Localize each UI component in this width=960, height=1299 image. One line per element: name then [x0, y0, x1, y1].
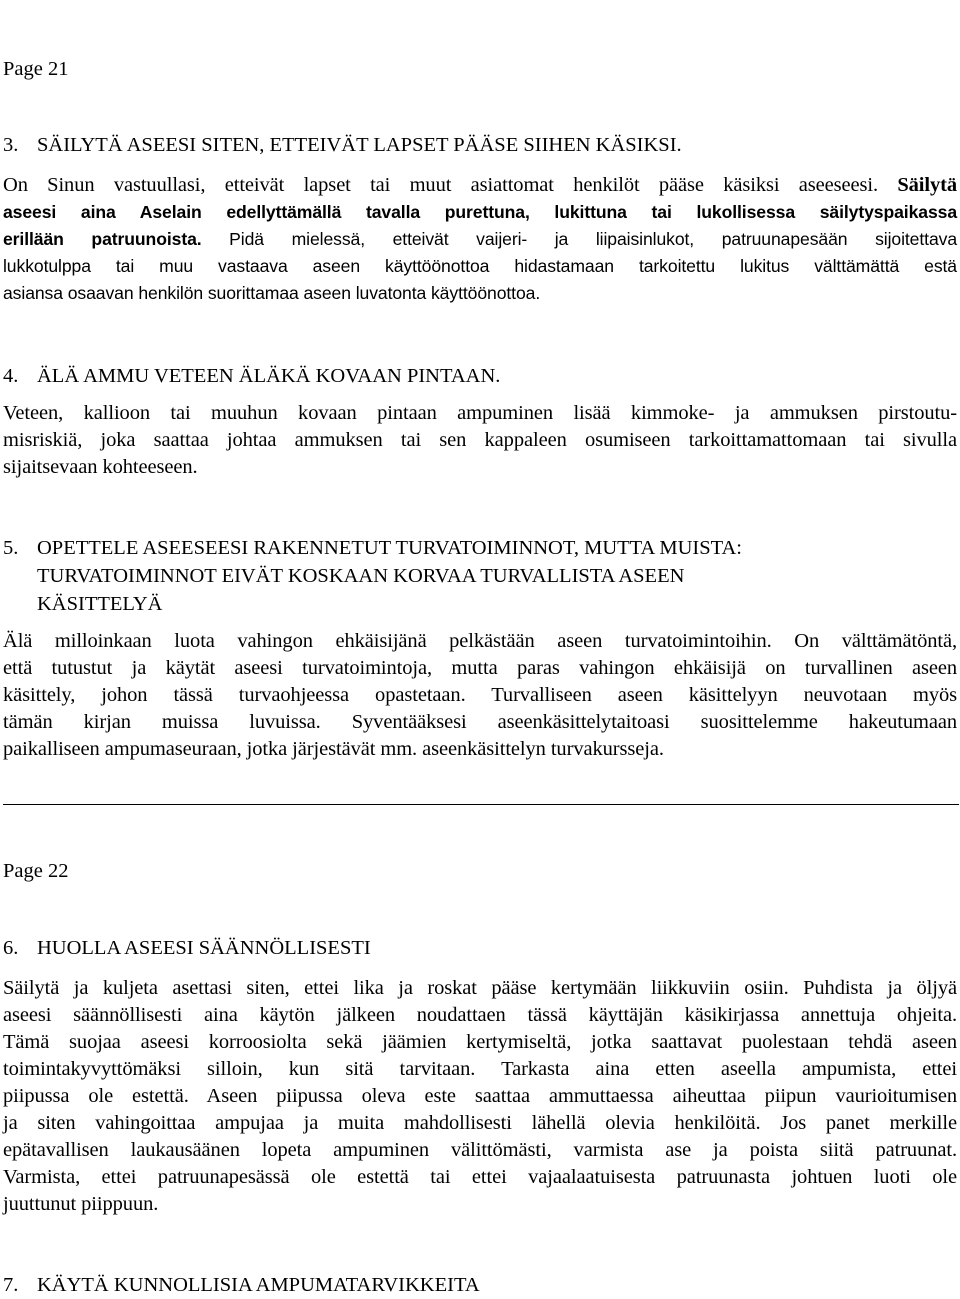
section-6-paragraph [3, 975, 957, 1218]
page-separator-rule [3, 804, 959, 805]
section-3-line [3, 172, 957, 199]
section-3-text-run: aseesi aina Aselain edellyttämällä tavalla purettuna, lukittuna tai lukollisessa säilytyspaikassa [3, 202, 957, 222]
section-4-line: Veteen, kallioon tai muuhun kovaan pintaan ampuminen lisää kimmoke- ja ammuksen pirstoutu- [3, 402, 957, 424]
section-4-number: 4. [3, 365, 19, 387]
section-6-line: Tämä suojaa aseesi korroosiolta sekä jäämien kertymiseltä, jotka saattavat puolestaan tehdä aseen [3, 1031, 957, 1053]
section-3-text-run: erillään patruunoista. [3, 229, 202, 249]
section-3-line [3, 280, 957, 307]
section-6-line: Varmista, ettei patruunapesässä ole estettä tai ettei vajaalaatuisesta patruunasta johtuen luoti ole [3, 1166, 957, 1188]
section-4-paragraph [3, 400, 957, 481]
section-5-heading [3, 534, 742, 618]
section-3-heading [3, 131, 682, 159]
section-5-paragraph [3, 628, 957, 763]
section-5-line: käsittely, johon tässä turvaohjeessa opastetaan. Turvalliseen aseen käsittelyyn neuvotaan myös [3, 684, 957, 706]
section-5-title-line: OPETTELE ASEESEESI RAKENNETUT TURVATOIMINNOT, MUTTA MUISTA: [37, 537, 742, 559]
section-6-line: Säilytä ja kuljeta asettasi siten, ettei lika ja roskat pääse kertymään liikkuviin osiin. Puhdista ja öljyä [3, 977, 957, 999]
section-3-text-run: lukkotulppa tai muu vastaava aseen käyttöönottoa hidastamaan tarkoitettu lukitus välttämättä estä [3, 256, 957, 276]
section-6-number: 6. [3, 937, 19, 959]
section-4-line: sijaitsevaan kohteeseen. [3, 456, 198, 478]
section-6-heading [3, 934, 371, 962]
section-5-title-line: TURVATOIMINNOT EIVÄT KOSKAAN KORVAA TURVALLISTA ASEEN [37, 565, 685, 587]
section-7-number: 7. [3, 1274, 19, 1296]
section-6-line: toimintakyvyttömäksi silloin, kun sitä tarvitaan. Tarkasta aina etten aseella ampumista, ettei [3, 1058, 957, 1080]
page-number-22: Page 22 [3, 860, 69, 882]
section-3-title: SÄILYTÄ ASEESI SITEN, ETTEIVÄT LAPSET PÄÄSE SIIHEN KÄSIKSI. [37, 134, 682, 156]
section-6-line: epätavallisen laukausäänen lopeta ampuminen välittömästi, varmista ase ja poista siitä patruunat. [3, 1139, 957, 1161]
section-6-line: ja siten vahingoittaa ampujaa ja muita mahdollisesti lähellä olevia henkilöitä. Jos panet merkille [3, 1112, 957, 1134]
section-3-line [3, 253, 957, 280]
section-4-line: misriskiä, joka saattaa johtaa ammuksen tai sen kappaleen osumiseen tarkoittamattomaan tai sivulla [3, 429, 957, 451]
section-4-title: ÄLÄ AMMU VETEEN ÄLÄKÄ KOVAAN PINTAAN. [37, 365, 501, 387]
section-3-text-run: On Sinun vastuullasi, etteivät lapset tai muut asiattomat henkilöt pääse käsiksi aseeseesi. [3, 174, 898, 196]
section-3-paragraph [3, 172, 957, 307]
section-7-title: KÄYTÄ KUNNOLLISIA AMPUMATARVIKKEITA [37, 1274, 480, 1296]
section-6-line: aseesi säännöllisesti aina käytön jälkeen noudattaen tässä käyttäjän käsikirjassa annettuja ohjeita. [3, 1004, 957, 1026]
page-number-21: Page 21 [3, 58, 69, 80]
section-6-title: HUOLLA ASEESI SÄÄNNÖLLISESTI [37, 937, 371, 959]
section-5-line: että tutustut ja käytät aseesi turvatoimintoja, mutta paras vahingon ehkäisijä on turvallinen aseen [3, 657, 957, 679]
section-4-heading [3, 362, 500, 390]
section-5-line: Älä milloinkaan luota vahingon ehkäisijänä pelkästään aseen turvatoimintoihin. On välttämätöntä, [3, 630, 957, 652]
section-3-text-run: asiansa osaavan henkilön suorittamaa aseen luvatonta käyttöönottoa. [3, 283, 541, 303]
section-3-line [3, 199, 957, 226]
section-3-text-run: Pidä mielessä, etteivät vaijeri- ja liipaisinlukot, patruunapesään sijoitettava [201, 229, 958, 249]
section-3-text-run: Säilytä [897, 174, 957, 196]
section-5-number: 5. [3, 537, 19, 559]
section-5-line: paikalliseen ampumaseuraan, jotka järjestävät mm. aseenkäsittelyn turvakursseja. [3, 738, 664, 760]
section-3-line [3, 226, 957, 253]
section-3-number: 3. [3, 134, 19, 156]
section-7-heading [3, 1271, 480, 1299]
section-6-line: juuttunut piippuun. [3, 1193, 159, 1215]
section-6-line: piipussa ole estettä. Aseen piipussa oleva este saattaa ammuttaessa aiheuttaa piipun vaurioitumisen [3, 1085, 957, 1107]
section-5-title-line: KÄSITTELYÄ [37, 593, 163, 615]
section-5-line: tämän kirjan muissa luvuissa. Syventääksesi aseenkäsittelytaitoasi suosittelemme hakeutumaan [3, 711, 957, 733]
